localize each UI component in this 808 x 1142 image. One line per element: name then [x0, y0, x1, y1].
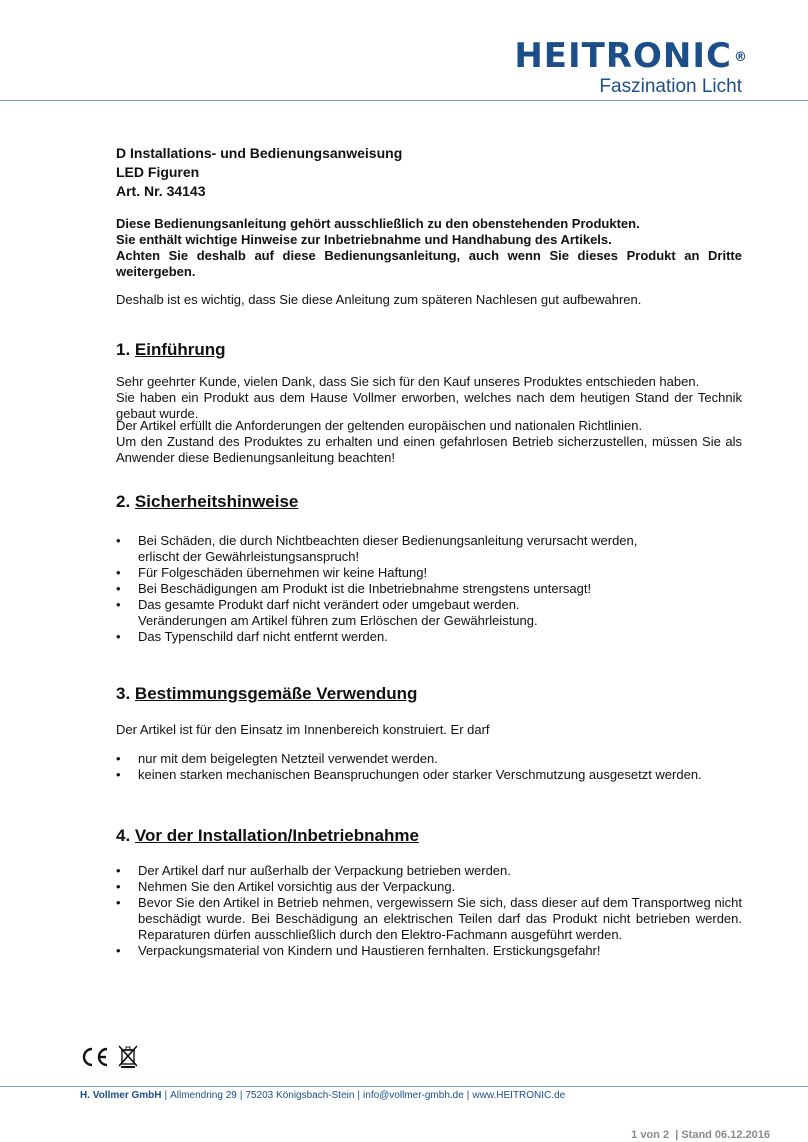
doc-title: D Installations- und Bedienungsanweisung [116, 145, 403, 161]
page-number: 1 von 2 [631, 1129, 670, 1141]
footer-email[interactable]: info@vollmer-gmbh.de [363, 1090, 464, 1101]
page-info [631, 1129, 770, 1141]
section-3-list [116, 751, 742, 783]
section-1-para-2: Sie haben ein Produkt aus dem Hause Vollmer erworben, welches nach dem heutigen Stand der Technik gebaut wurde. [116, 390, 742, 421]
footer-city: 75203 Königsbach-Stein [245, 1090, 355, 1101]
section-4-list [116, 863, 742, 959]
compliance-marks [80, 1045, 138, 1069]
section-1-heading: 1. Einführung [116, 340, 226, 359]
list-item: • Bevor Sie den Artikel in Betrieb nehmen, vergewissern Sie sich, dass dieser auf dem Transportweg nicht beschädigt wurde. Bei Beschädigung an elektrischen Teilen darf das Produkt nicht betrieben werden. Reparaturen dürfen ausschließlich durch den Elektro-Fachmann ausgeführt werden. [116, 895, 742, 943]
doc-subtitle: LED Figuren [116, 164, 200, 180]
list-item: • Das Typenschild darf nicht entfernt werden. [116, 629, 742, 645]
intro-line-3: Achten Sie deshalb auf diese Bedienungsanleitung, auch wenn Sie dieses Produkt an Dritte weitergeben. [116, 248, 742, 279]
list-item: • keinen starken mechanischen Beanspruchungen oder starker Verschmutzung ausgesetzt werden. [116, 767, 742, 783]
section-1-para-3: Der Artikel erfüllt die Anforderungen der geltenden europäischen und nationalen Richtlinien. [116, 418, 643, 433]
list-item: • Bei Schäden, die durch Nichtbeachten dieser Bedienungsanleitung verursacht werden, erlischt der Gewährleistungsanspruch! [116, 533, 742, 565]
footer-divider [0, 1086, 808, 1087]
registered-mark: ® [734, 50, 748, 65]
doc-article-number: Art. Nr. 34143 [116, 183, 206, 199]
section-4-heading: 4. Vor der Installation/Inbetriebnahme [116, 826, 419, 845]
intro-note: Deshalb ist es wichtig, dass Sie diese Anleitung zum späteren Nachlesen gut aufbewahren. [116, 292, 642, 307]
list-item: • nur mit dem beigelegten Netzteil verwendet werden. [116, 751, 742, 767]
list-item: • Bei Beschädigungen am Produkt ist die Inbetriebnahme strengstens untersagt! [116, 581, 742, 597]
ce-mark-icon [80, 1046, 110, 1068]
list-item: • Das gesamte Produkt darf nicht verändert oder umgebaut werden. Veränderungen am Artikel führen zum Erlöschen der Gewährleistung. [116, 597, 742, 629]
footer-company: H. Vollmer GmbH [80, 1090, 162, 1101]
revision-date: | Stand 06.12.2016 [675, 1129, 770, 1141]
list-item: • Der Artikel darf nur außerhalb der Verpackung betrieben werden. [116, 863, 742, 879]
brand-tagline: Faszination Licht [599, 76, 742, 97]
section-1-para-1: Sehr geehrter Kunde, vielen Dank, dass Sie sich für den Kauf unseres Produktes entschieden haben. [116, 374, 700, 389]
list-item: • Für Folgeschäden übernehmen wir keine Haftung! [116, 565, 742, 581]
section-2-heading: 2. Sicherheitshinweise [116, 492, 299, 511]
list-item: • Verpackungsmaterial von Kindern und Haustieren fernhalten. Erstickungsgefahr! [116, 943, 742, 959]
header-divider [0, 100, 808, 101]
intro-line-1: Diese Bedienungsanleitung gehört ausschließlich zu den obenstehenden Produkten. [116, 216, 640, 231]
footer-street: Allmendring 29 [170, 1090, 237, 1101]
footer-website[interactable]: www.HEITRONIC.de [472, 1090, 566, 1101]
brand-logo [514, 38, 748, 98]
footer-address: H. Vollmer GmbH | Allmendring 29 | 75203 Königsbach-Stein | info@vollmer-gmbh.de | www.HEITRONIC.de [80, 1090, 566, 1101]
section-1-para-4: Um den Zustand des Produktes zu erhalten und einen gefahrlosen Betrieb sicherzustellen, müssen Sie als Anwender diese Bedienungsanleitung beachten! [116, 434, 742, 465]
intro-line-2: Sie enthält wichtige Hinweise zur Inbetriebnahme und Handhabung des Artikels. [116, 232, 612, 247]
section-3-intro: Der Artikel ist für den Einsatz im Innenbereich konstruiert. Er darf [116, 722, 490, 737]
section-3-heading: 3. Bestimmungsgemäße Verwendung [116, 684, 418, 703]
section-2-list [116, 533, 742, 645]
list-item: • Nehmen Sie den Artikel vorsichtig aus der Verpackung. [116, 879, 742, 895]
weee-bin-icon [118, 1045, 138, 1069]
brand-name: HEITRONIC ® [514, 36, 748, 76]
